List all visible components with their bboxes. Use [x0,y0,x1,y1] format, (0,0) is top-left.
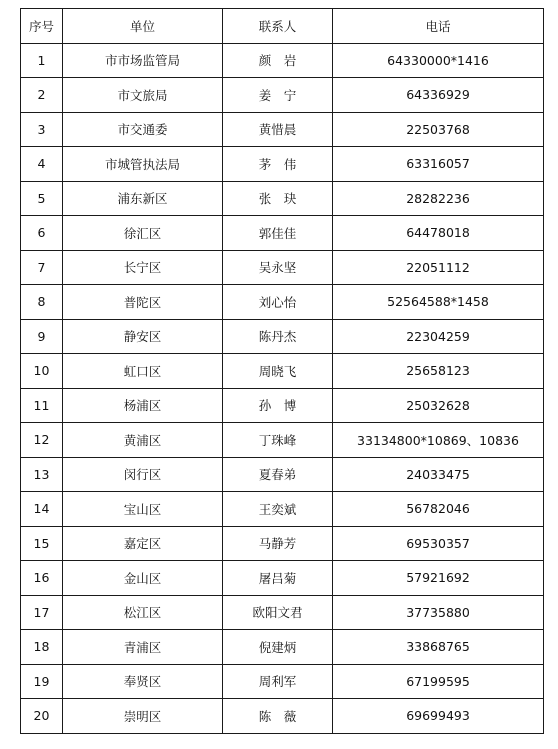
cell-num: 16 [21,561,63,596]
cell-contact: 丁珠峰 [223,423,333,458]
table-row [21,664,544,699]
cell-num: 20 [21,699,63,734]
cell-contact: 夏春弟 [223,457,333,492]
cell-num: 12 [21,423,63,458]
table-row [21,630,544,665]
cell-contact: 周利军 [223,664,333,699]
cell-phone: 63316057 [333,147,544,182]
cell-contact: 陈 薇 [223,699,333,734]
cell-phone: 37735880 [333,595,544,630]
cell-num: 18 [21,630,63,665]
table-row [21,112,544,147]
cell-unit: 市城管执法局 [63,147,223,182]
header-unit: 单位 [63,9,223,44]
table-row [21,595,544,630]
cell-phone: 22503768 [333,112,544,147]
cell-phone: 25658123 [333,354,544,389]
cell-phone: 69530357 [333,526,544,561]
table-row [21,561,544,596]
cell-num: 5 [21,181,63,216]
cell-num: 3 [21,112,63,147]
table-row [21,147,544,182]
cell-phone: 33868765 [333,630,544,665]
table-row [21,285,544,320]
table-header [21,9,544,44]
cell-phone: 22304259 [333,319,544,354]
cell-unit: 闵行区 [63,457,223,492]
cell-unit: 浦东新区 [63,181,223,216]
header-phone: 电话 [333,9,544,44]
cell-phone: 24033475 [333,457,544,492]
cell-num: 7 [21,250,63,285]
table-row [21,181,544,216]
cell-unit: 市文旅局 [63,78,223,113]
table-row [21,319,544,354]
table-row [21,699,544,734]
cell-num: 10 [21,354,63,389]
header-row [21,9,544,44]
cell-num: 2 [21,78,63,113]
table-row [21,526,544,561]
cell-unit: 青浦区 [63,630,223,665]
cell-num: 19 [21,664,63,699]
cell-num: 17 [21,595,63,630]
cell-unit: 杨浦区 [63,388,223,423]
cell-contact: 马静芳 [223,526,333,561]
cell-contact: 张 玦 [223,181,333,216]
cell-num: 9 [21,319,63,354]
cell-unit: 市交通委 [63,112,223,147]
cell-unit: 嘉定区 [63,526,223,561]
cell-phone: 69699493 [333,699,544,734]
cell-phone: 28282236 [333,181,544,216]
cell-phone: 52564588*1458 [333,285,544,320]
header-num: 序号 [21,9,63,44]
cell-phone: 33134800*10869、10836 [333,423,544,458]
cell-num: 1 [21,43,63,78]
table-body [21,43,544,733]
cell-phone: 64336929 [333,78,544,113]
table-row [21,354,544,389]
cell-contact: 颜 岩 [223,43,333,78]
cell-num: 14 [21,492,63,527]
cell-unit: 普陀区 [63,285,223,320]
cell-unit: 市市场监管局 [63,43,223,78]
table-row [21,78,544,113]
cell-unit: 奉贤区 [63,664,223,699]
cell-contact: 倪建炳 [223,630,333,665]
cell-contact: 茅 伟 [223,147,333,182]
cell-num: 6 [21,216,63,251]
cell-contact: 吴永坚 [223,250,333,285]
cell-contact: 欧阳文君 [223,595,333,630]
table-row [21,216,544,251]
cell-num: 11 [21,388,63,423]
cell-unit: 虹口区 [63,354,223,389]
cell-phone: 67199595 [333,664,544,699]
table-row [21,250,544,285]
cell-contact: 孙 博 [223,388,333,423]
cell-num: 8 [21,285,63,320]
cell-unit: 松江区 [63,595,223,630]
cell-contact: 郭佳佳 [223,216,333,251]
cell-unit: 静安区 [63,319,223,354]
table-row [21,43,544,78]
contact-table [20,8,544,734]
cell-num: 4 [21,147,63,182]
cell-unit: 黄浦区 [63,423,223,458]
cell-phone: 22051112 [333,250,544,285]
cell-unit: 宝山区 [63,492,223,527]
cell-contact: 黄惜晨 [223,112,333,147]
cell-contact: 王奕斌 [223,492,333,527]
cell-contact: 陈丹杰 [223,319,333,354]
cell-phone: 64330000*1416 [333,43,544,78]
header-contact: 联系人 [223,9,333,44]
table-row [21,457,544,492]
cell-unit: 徐汇区 [63,216,223,251]
table-row [21,423,544,458]
cell-unit: 金山区 [63,561,223,596]
cell-unit: 长宁区 [63,250,223,285]
table-row [21,492,544,527]
table-row [21,388,544,423]
cell-phone: 64478018 [333,216,544,251]
cell-contact: 刘心怡 [223,285,333,320]
cell-contact: 姜 宁 [223,78,333,113]
cell-contact: 周晓飞 [223,354,333,389]
cell-contact: 屠吕菊 [223,561,333,596]
cell-num: 13 [21,457,63,492]
cell-phone: 25032628 [333,388,544,423]
cell-phone: 56782046 [333,492,544,527]
cell-phone: 57921692 [333,561,544,596]
cell-num: 15 [21,526,63,561]
cell-unit: 崇明区 [63,699,223,734]
